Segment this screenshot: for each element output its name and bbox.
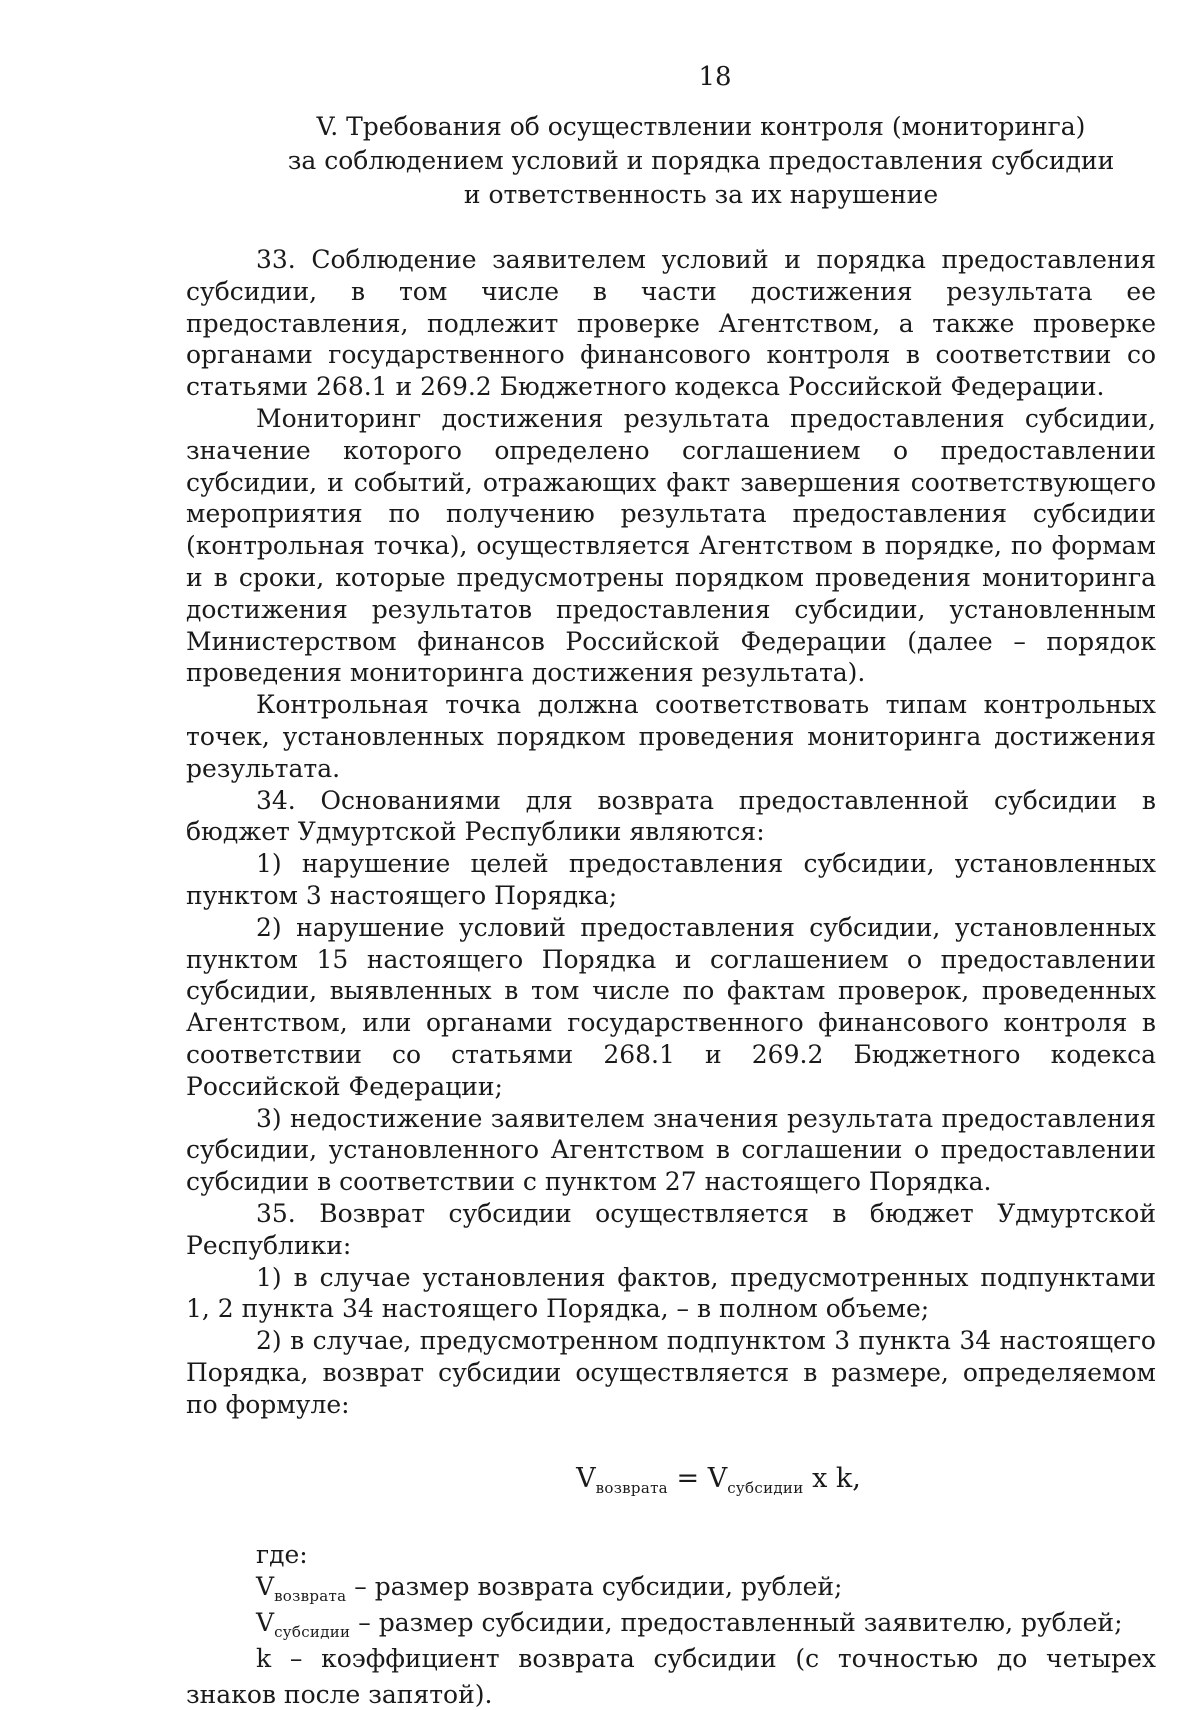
definition-subscript: субсидии [274,1623,351,1642]
paragraph-34-item-2: 2) нарушение условий предоставления субсидии, установленных пунктом 15 настоящего Порядка и соглашением о предоставлении субсидии, выявленных в том числе по фактам проверок, проведенных Агентством, или органами государственного финансового контроля в соответствии со статьями 268.1 и 269.2 Бюджетного кодекса Российской Федерации; [186,912,1156,1101]
formula-v-subsidy: V [707,1463,728,1495]
definition-text: – размер субсидии, предоставленный заявителю, рублей; [350,1608,1123,1638]
paragraph-34-item-3: 3) недостижение заявителем значения результата предоставления субсидии, установленного Агентством в соглашении о предоставлении субсидии в соответствии с пунктом 27 настоящего Порядка. [186,1103,1156,1197]
paragraph-33: 33. Соблюдение заявителем условий и порядка предоставления субсидии, в том числе в части достижения результата ее предоставления, подлежит проверке Агентством, а также проверке органами государственного финансового контроля в соответствии со статьями 268.1 и 269.2 Бюджетного кодекса Российской Федерации. [186,245,1156,402]
section-title [186,110,1156,212]
definition-k [186,1643,1156,1710]
formula-v-subsidy-subscript: субсидии [727,1479,804,1498]
document-page [186,62,1156,1710]
definition-symbol: k [256,1643,272,1673]
definition-symbol: V [256,1608,275,1638]
paragraph-control-point: Контрольная точка должна соответствовать типам контрольных точек, установленных порядком проведения мониторинга достижения результата. [186,690,1156,783]
definition-v-return [186,1571,1156,1607]
paragraph-35: 35. Возврат субсидии осуществляется в бюджет Удмуртской Республики: [186,1198,1156,1260]
formula-equals: = [667,1463,708,1495]
section-title-line-3: и ответственность за их нарушение [463,180,939,209]
definition-symbol: V [256,1572,275,1602]
where-label: где: [256,1540,308,1570]
page-number: 18 [698,62,732,92]
paragraph-monitoring: Мониторинг достижения результата предоставления субсидии, значение которого определено соглашением о предоставлении субсидии, и событий, отражающих факт завершения соответствующего мероприятия по получению результата предоставления субсидии (контрольная точка), осуществляется Агентством в порядке, по формам и в сроки, которые предусмотрены порядком проведения мониторинга достижения результатов предоставления субсидии, установленным Министерством финансов Российской Федерации (далее – порядок проведения мониторинга достижения результата). [186,403,1156,688]
paragraph-34-item-1: 1) нарушение целей предоставления субсидии, установленных пунктом 3 настоящего Порядка; [186,849,1156,910]
paragraph-35-item-1: 1) в случае установления фактов, предусмотренных подпунктами 1, 2 пункта 34 настоящего Порядка, – в полном объеме; [186,1262,1156,1324]
return-formula [186,1462,1156,1499]
formula-v-return: V [576,1463,596,1495]
paragraph-35-item-2: 2) в случае, предусмотренном подпунктом 3 пункта 34 настоящего Порядка, возврат субсидии осуществляется в размере, определяемом по формуле: [186,1326,1156,1419]
definition-text: – размер возврата субсидии, рублей; [346,1572,843,1602]
paragraph-34: 34. Основаниями для возврата предоставленной субсидии в бюджет Удмуртской Республики являются: [186,785,1156,847]
definition-text: – коэффициент возврата субсидии (с точностью до четырех знаков после запятой). [186,1643,1156,1709]
section-title-line-1: V. Требования об осуществлении контроля (мониторинга) [316,112,1086,141]
section-title-line-2: за соблюдением условий и порядка предоставления субсидии [287,146,1115,175]
definition-v-subsidy [186,1607,1156,1643]
definition-subscript: возврата [274,1587,347,1606]
formula-v-return-subscript: возврата [595,1479,668,1498]
formula-times-k: x k, [803,1463,861,1495]
